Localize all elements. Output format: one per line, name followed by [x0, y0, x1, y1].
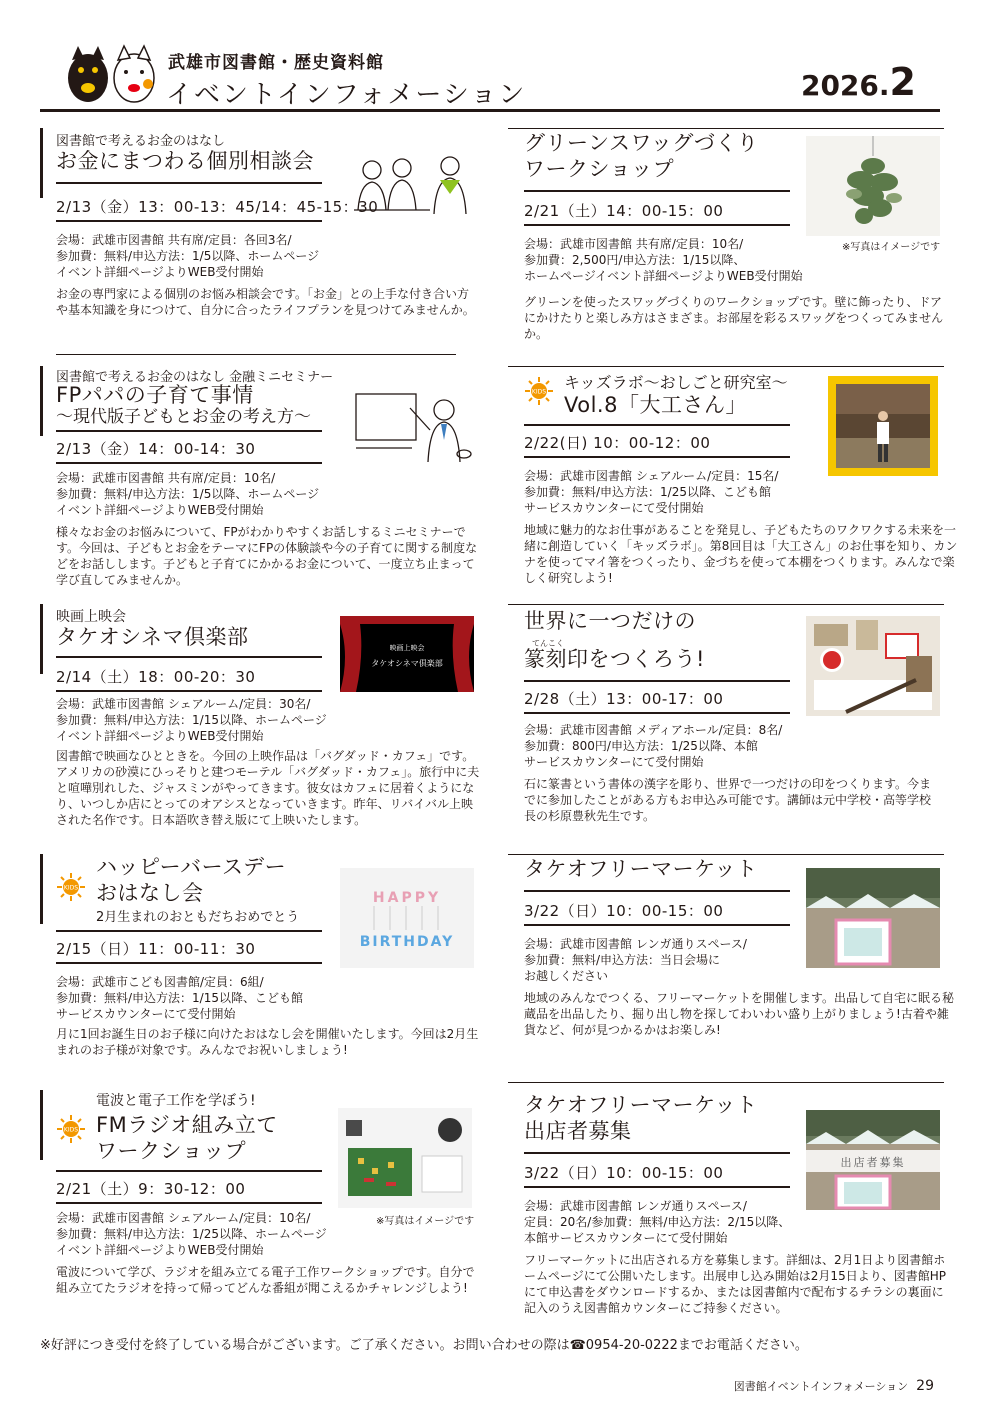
event-date: 2/21（土）14：00-15：00 [524, 202, 724, 220]
event-subtitle: 電波と電子工作を学ぼう! [96, 1093, 256, 1109]
event-green-swag [508, 128, 948, 353]
event-date: 2/14（土）18：00-20：30 [56, 668, 256, 686]
event-info: 会場：武雄市図書館 シェアルーム/定員：15名/ 参加費：無料/申込方法：1/25以降、こども館 サービスカウンターにて受付開始 [524, 469, 779, 515]
event-title: タケオフリーマーケット [524, 1093, 758, 1117]
event-date: 2/13（金）14：00-14：30 [56, 440, 256, 458]
page-header [40, 36, 940, 112]
event-info: 会場：武雄市図書館 共有席/定員：10名/ 参加費：2,500円/申込方法：1/15以降、 ホームページイベント詳細ページよりWEB受付開始 [524, 237, 803, 283]
seal-stamp-photo [806, 616, 940, 716]
poster-line1: 映画上映会 [389, 644, 425, 652]
kids-sun-icon [524, 376, 554, 406]
footer-note: ※好評につき受付を終了している場合がございます。ご了承ください。お問い合わせの際は☎0954-20-0222までお電話ください。 [40, 1338, 808, 1353]
event-info: 会場：武雄市図書館 レンガ通りスペース/ 参加費：無料/申込方法：当日会場に お越しください [524, 937, 747, 983]
event-title: グリーンスワッグづくり [524, 131, 759, 155]
kids-badge-label: KIDS [63, 1126, 79, 1134]
event-description: 石に篆書という書体の漢字を彫り、世界で一つだけの印をつくります。今までに参加したことがある方もお申込み可能です。講師は元中学校・高等学校長の杉原豊秋先生です。 [524, 777, 932, 823]
event-date: 2/28（土）13：00-17：00 [524, 690, 724, 708]
event-subtitle: キッズラボ～おしごと研究室～ [564, 373, 788, 392]
event-description: フリーマーケットに出店される方を募集します。詳細は、2月1日より図書館ホームページにて公開いたします。出展申し込み開始は2月15日より、図書館HPにて申込書をダウンロードするか、または図書館内で配布するチラシの裏面に記入のうえ図書館カウンターにご持参ください。 [524, 1253, 946, 1315]
event-title-line2: ワークショップ [96, 1139, 247, 1163]
cinema-poster [340, 616, 474, 692]
event-flea-market-vendors [508, 1082, 948, 1320]
event-info: 会場：武雄市図書館 共有席/定員：各回3名/ 参加費：無料/申込方法：1/5以降、ホームページ イベント詳細ページよりWEB受付開始 [56, 233, 320, 279]
ruby-text: てんこく [532, 639, 564, 648]
event-title-line2: 出店者募集 [524, 1119, 632, 1143]
issue-month: 2 [889, 60, 916, 104]
event-seal-carving [508, 604, 948, 834]
event-description: 電波について学び、ラジオを組み立てる電子工作ワークショップです。自分で組み立てたラジオを持って帰ってどんな番組が聞こえるかチャレンジしよう! [56, 1265, 475, 1295]
event-info: 会場：武雄市図書館 シェアルーム/定員：10名/ 参加費：無料/申込方法：1/25以降、ホームページ イベント詳細ページよりWEB受付開始 [56, 1211, 327, 1257]
carpenter-photo [828, 376, 938, 476]
candles-bottom: BIRTHDAY [359, 934, 455, 950]
issue-year: 2026. [800, 69, 890, 102]
event-info: 会場：武雄市図書館 レンガ通りスペース/ 定員：20名/参加費：無料/申込方法：2/15以降、 本館サービスカウンターにて受付開始 [524, 1199, 791, 1245]
event-info: 会場：武雄市図書館 シェアルーム/定員：30名/ 参加費：無料/申込方法：1/15以降、ホームページ イベント詳細ページよりWEB受付開始 [56, 697, 327, 743]
event-description: グリーンを使ったスワッグづくりのワークショップです。壁に飾ったり、ドアにかけたりと楽しみ方はさまざま。お部屋を彩るスワッグをつくってみませんか。 [524, 295, 944, 341]
event-description: お金の専門家による個別のお悩み相談会です。「お金」との上手な付き合い方や基本知識を身につけて、自分に合ったライフプランを見つけてみませんか。 [56, 287, 475, 317]
event-date: 2/15（日）11：00-11：30 [56, 940, 256, 958]
event-date: 3/22（日）10：00-15：00 [524, 1164, 724, 1182]
event-description: 地域のみんなでつくる、フリーマーケットを開催します。出品して自宅に眠る秘蔵品を出品したり、掘り出し物を探してわいわい盛り上がりましょう!古着や雑貨など、何が見つかるかはお楽しみ! [524, 991, 954, 1037]
event-title-line2: ～現代版子どもとお金の考え方～ [56, 407, 311, 427]
green-swag-photo [806, 136, 940, 236]
footer-label: 図書館イベントインフォメーション [733, 1380, 909, 1393]
photo-label: 出店者募集 [840, 1156, 906, 1169]
photo-note: ※写真はイメージです [842, 242, 941, 253]
kids-sun-icon [56, 1114, 86, 1144]
event-subtitle: 図書館で考えるお金のはなし [56, 134, 226, 149]
page-title: イベントインフォメーション [166, 80, 527, 110]
kids-badge-label: KIDS [63, 884, 79, 892]
maneki-neko-icon [64, 40, 160, 104]
issue-date [801, 60, 916, 104]
fm-radio-kit-photo [338, 1108, 472, 1208]
page-number: 29 [916, 1378, 934, 1394]
flea-market-photo [806, 868, 940, 968]
event-title: ハッピーバースデー [96, 855, 287, 879]
page-footer [734, 1378, 934, 1394]
event-title: FMラジオ組み立て [96, 1113, 278, 1137]
event-info: 会場：武雄市図書館 共有席/定員：10名/ 参加費：無料/申込方法：1/5以降、ホームページ イベント詳細ページよりWEB受付開始 [56, 471, 320, 517]
event-description: 図書館で映画なひとときを。今回の上映作品は「バグダッド・カフェ」です。アメリカの砂漠にひっそりと建つモーテル「バグダッド・カフェ」。旅行中に夫と喧嘩別れした、ジャスミンがやってきます。彼女はカフェに居着くようになり、いつしか店にとってのオアシスとなっていきます。昨年、リバイバル上映された名作です。日本語吹き替え版にて上映いたします。 [56, 749, 480, 827]
poster-line2: タケオシネマ倶楽部 [371, 659, 443, 668]
event-subtitle: 2月生まれのおともだちおめでとう [96, 910, 300, 925]
candles-top: HAPPY [372, 890, 442, 906]
kids-sun-icon [56, 872, 86, 902]
vendor-recruitment-photo [806, 1110, 940, 1210]
event-description: 月に1回お誕生日のお子様に向けたおはなし会を開催いたします。今回は2月生まれのお子様が対象です。みんなでお祝いしましょう! [56, 1027, 479, 1057]
event-title-line2: ワークショップ [524, 157, 675, 181]
event-title-line2: 篆刻印をつくろう! [524, 647, 705, 671]
event-consultation [40, 128, 480, 353]
event-title-line2: おはなし会 [96, 881, 204, 905]
event-date: 2/22(日) 10：00-12：00 [524, 434, 711, 452]
event-fp-seminar [40, 366, 480, 591]
event-subtitle: 映画上映会 [56, 609, 126, 625]
event-description: 地域に魅力的なお仕事があることを発見し、子どもたちのワクワクする未来を一緒に創造していく「キッズラボ」。第8回目は「大工さん」のお仕事を知り、カンナを使ってマイ箸をつくったり、金づちを使って本棚をつくります。みんなで楽しく研究しよう! [524, 523, 958, 585]
event-cinema-club [40, 604, 480, 834]
event-info: 会場：武雄市図書館 メディアホール/定員：8名/ 参加費：800円/申込方法：1/25以降、本館 サービスカウンターにて受付開始 [524, 723, 783, 769]
event-description: 様々なお金のお悩みについて、FPがわかりやすくお話しするミニセミナーです。今回は、子どもとお金をテーマにFPの体験談や今の子育てに関する制度などをお話しします。子どもと子育てにかかるお金について、一度立ち止まって学び直してみませんか。 [56, 525, 478, 587]
event-title: お金にまつわる個別相談会 [56, 149, 314, 173]
event-title: 世界に一つだけの [524, 609, 696, 633]
kids-badge-label: KIDS [531, 388, 547, 396]
event-date: 3/22（日）10：00-15：00 [524, 902, 724, 920]
event-date: 2/21（土）9：30-12：00 [56, 1180, 246, 1198]
event-kids-lab [508, 366, 958, 591]
event-birthday-storytime [40, 854, 480, 1064]
fp-seminar-illustration [352, 388, 482, 468]
library-name: 武雄市図書館・歴史資料館 [168, 53, 384, 73]
event-title: Vol.8「大工さん」 [564, 393, 747, 417]
event-fm-radio [40, 1090, 480, 1320]
birthday-candles-photo [340, 868, 474, 968]
event-title: FPパパの子育て事情 [56, 383, 254, 407]
event-date: 2/13（金）13：00-13：45/14：45-15：30 [56, 198, 379, 216]
event-info: 会場：武雄市こども図書館/定員：6組/ 参加費：無料/申込方法：1/15以降、こども館 サービスカウンターにて受付開始 [56, 975, 303, 1021]
event-flea-market [508, 854, 954, 1064]
event-subtitle: 図書館で考えるお金のはなし 金融ミニセミナー [56, 370, 334, 385]
consultation-illustration [350, 150, 480, 230]
event-title: タケオシネマ倶楽部 [56, 625, 249, 649]
photo-note: ※写真はイメージです [376, 1216, 475, 1227]
event-title: タケオフリーマーケット [524, 857, 758, 881]
